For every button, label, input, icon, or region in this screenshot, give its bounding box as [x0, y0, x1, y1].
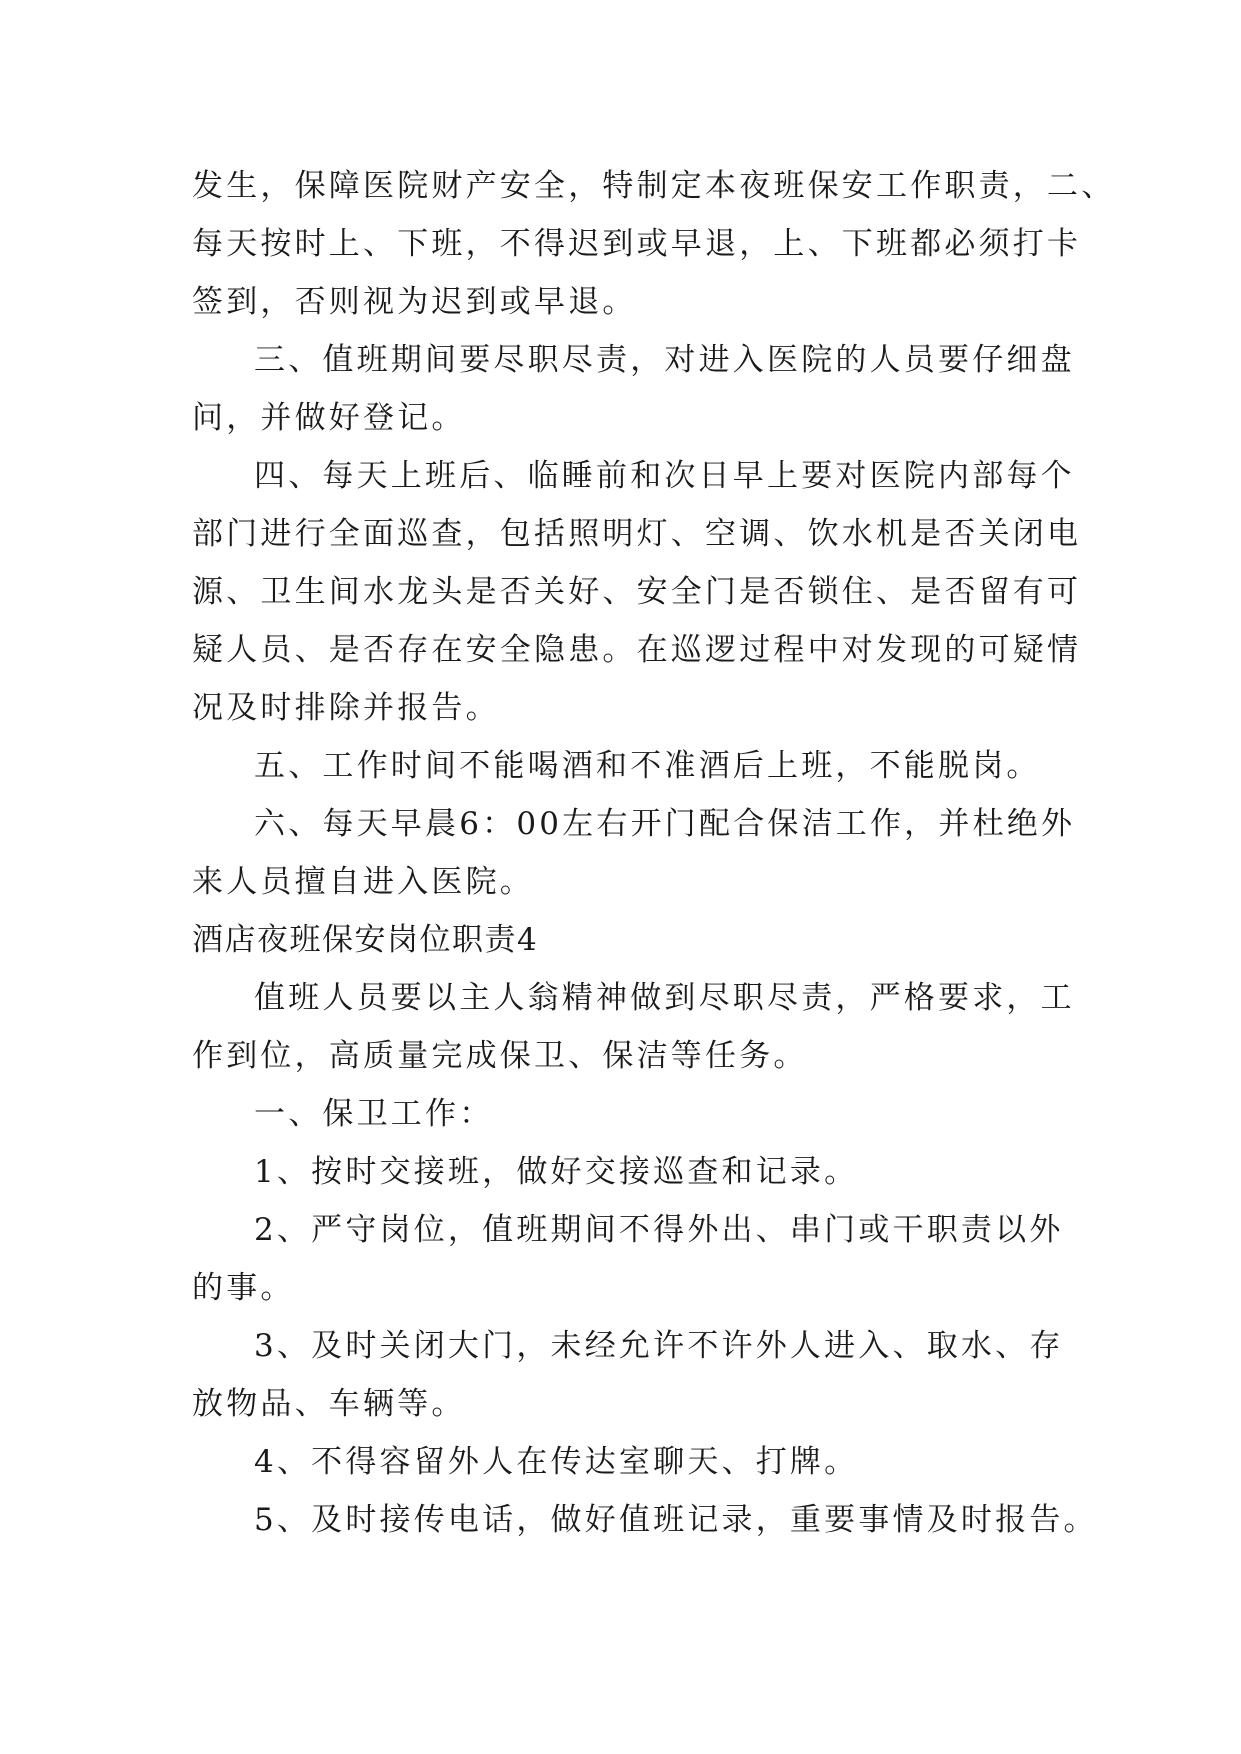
- text-line: 问，并做好登记。: [192, 400, 466, 436]
- text-line: 放物品、车辆等。: [192, 1386, 466, 1422]
- text-line: 三、值班期间要尽职尽责，对进入医院的人员要仔细盘: [254, 342, 1075, 378]
- text-line: 的事。: [192, 1270, 295, 1306]
- text-line: 发生，保障医院财产安全，特制定本夜班保安工作职责，二、: [192, 168, 1116, 204]
- text-line: 3、及时关闭大门，未经允许不许外人进入、取水、存: [254, 1328, 1064, 1364]
- text-line: 1、按时交接班，做好交接巡查和记录。: [254, 1154, 859, 1190]
- text-line: 一、保卫工作：: [254, 1096, 494, 1132]
- text-line: 部门进行全面巡查，包括照明灯、空调、饮水机是否关闭电: [192, 516, 1082, 552]
- text-line: 况及时排除并报告。: [192, 690, 500, 726]
- text-line: 疑人员、是否存在安全隐患。在巡逻过程中对发现的可疑情: [192, 632, 1082, 668]
- text-line: 每天按时上、下班，不得迟到或早退，上、下班都必须打卡: [192, 226, 1082, 262]
- text-line: 来人员擅自进入医院。: [192, 864, 534, 900]
- text-line: 五、工作时间不能喝酒和不准酒后上班，不能脱岗。: [254, 748, 1041, 784]
- text-line: 六、每天早晨6：00左右开门配合保洁工作，并杜绝外: [254, 806, 1076, 842]
- text-line: 源、卫生间水龙头是否关好、安全门是否锁住、是否留有可: [192, 574, 1082, 610]
- text-line: 5、及时接传电话，做好值班记录，重要事情及时报告。: [254, 1502, 1098, 1538]
- section-heading: 酒店夜班保安岗位职责4: [192, 922, 539, 958]
- text-line: 4、不得容留外人在传达室聊天、打牌。: [254, 1444, 859, 1480]
- text-line: 2、严守岗位，值班期间不得外出、串门或干职责以外: [254, 1212, 1064, 1248]
- text-line: 签到，否则视为迟到或早退。: [192, 284, 637, 320]
- text-line: 作到位，高质量完成保卫、保洁等任务。: [192, 1038, 808, 1074]
- text-line: 四、每天上班后、临睡前和次日早上要对医院内部每个: [254, 458, 1075, 494]
- text-line: 值班人员要以主人翁精神做到尽职尽责，严格要求，工: [254, 980, 1075, 1016]
